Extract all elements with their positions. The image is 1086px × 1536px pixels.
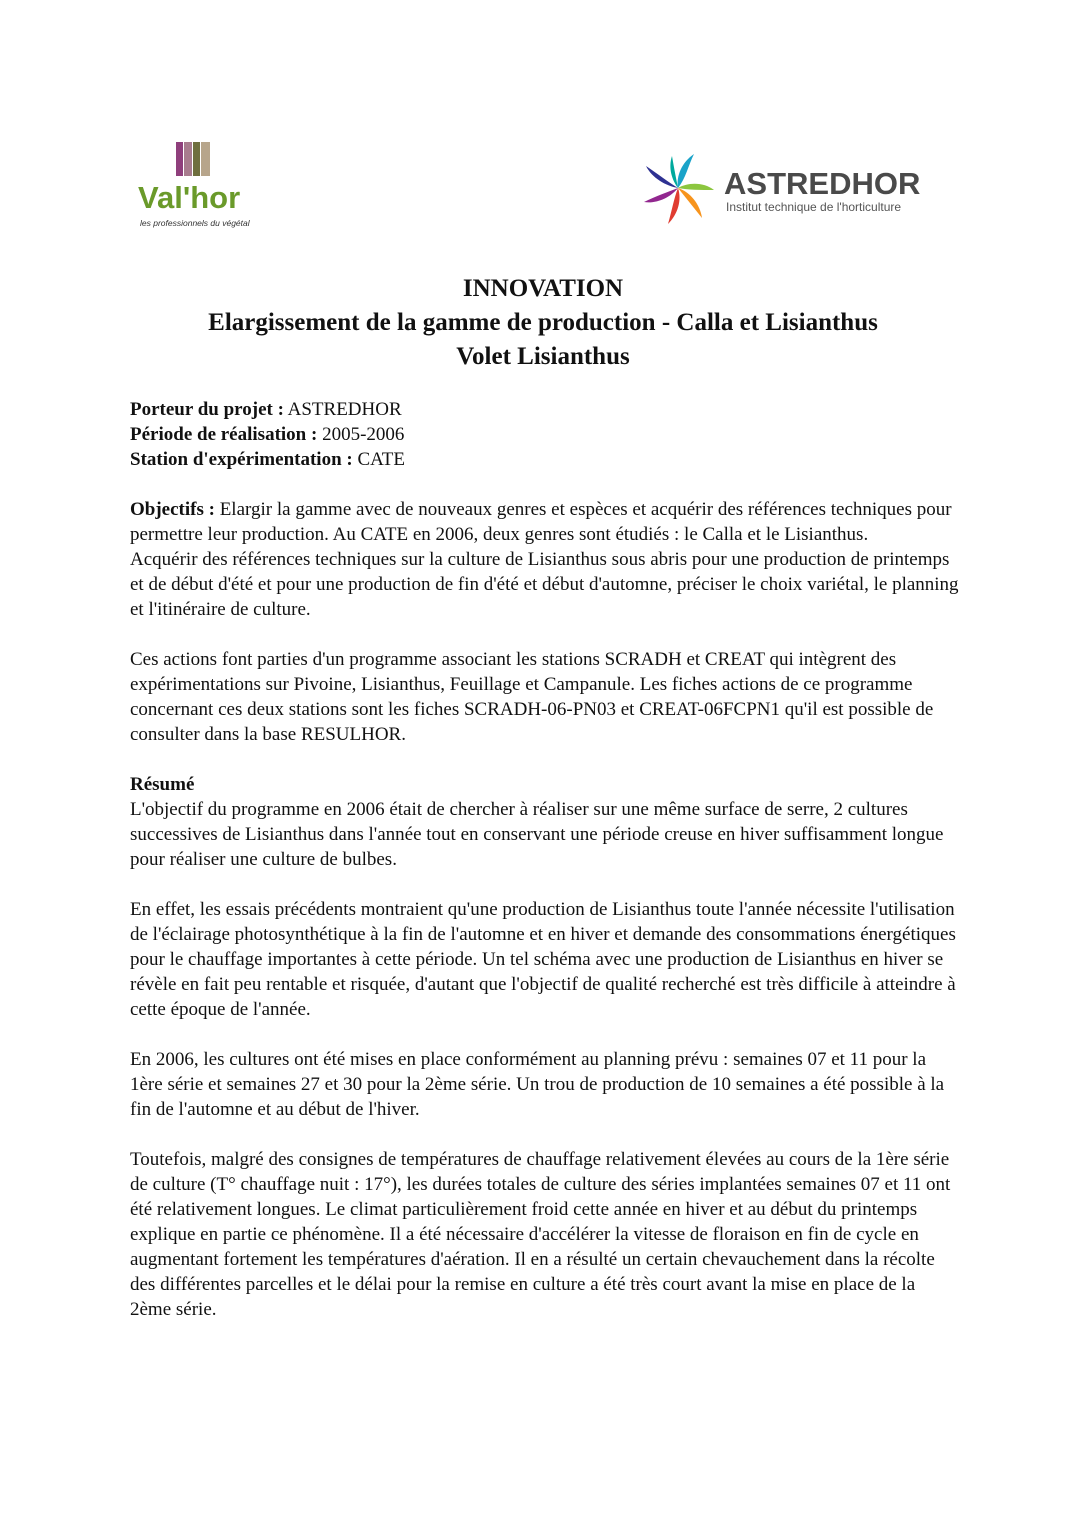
astredhor-logo-name: ASTREDHOR	[724, 166, 921, 201]
meta-station-label: Station d'expérimentation :	[130, 449, 353, 470]
meta-porteur-label: Porteur du projet :	[130, 399, 284, 420]
meta-station	[130, 447, 960, 472]
resume-heading: Résumé	[130, 774, 195, 795]
document-titles	[0, 272, 1086, 374]
project-meta	[130, 397, 960, 472]
meta-station-value: CATE	[357, 449, 405, 470]
document-body	[130, 397, 960, 1347]
resume-paragraph-3: En 2006, les cultures ont été mises en place conformément au planning prévu : semaines 07 et 11 pour la 1ère série et semaines 27 et 30 pour la 2ème série. Un trou de production de 10 semaines a été possible à la fin de l'automne et au début de l'hiver.	[130, 1049, 945, 1120]
meta-porteur-value: ASTREDHOR	[287, 399, 402, 420]
meta-periode	[130, 422, 960, 447]
title-innovation: INNOVATION	[462, 275, 624, 302]
valhor-logo-tagline: les professionnels du végétal	[140, 218, 250, 228]
title-volet: Volet Lisianthus	[456, 343, 630, 370]
objectifs-text-2: Acquérir des références techniques sur la culture de Lisianthus sous abris pour une production de printemps et de début d'été et pour une production de fin d'été et début d'automne, préciser le choix variétal, le planning et l'itinéraire de culture.	[130, 549, 959, 620]
resume-paragraph-1	[130, 772, 960, 872]
astredhor-logo-tagline: Institut technique de l'horticulture	[726, 200, 902, 214]
meta-periode-value: 2005-2006	[322, 424, 405, 445]
objectifs-text-1: Elargir la gamme avec de nouveaux genres et espèces et acquérir des références techniques pour permettre leur production. Au CATE en 2006, deux genres sont étudiés : le Calla et le Lisianthus.	[130, 499, 952, 545]
resume-paragraph-2: En effet, les essais précédents montraient qu'une production de Lisianthus toute l'année nécessite l'utilisation de l'éclairage photosynthétique à la fin de l'automne et en hiver et demande des consommations énergétiques pour le chauffage importantes à cette période. Un tel schéma avec une production de Lisianthus en hiver se révèle en fait peu rentable et risquée, d'autant que l'objectif de qualité recherché est très difficile à atteindre à cette époque de l'année.	[130, 899, 956, 1020]
valhor-logo-graphic	[136, 140, 254, 232]
title-main: Elargissement de la gamme de production - Calla et Lisianthus	[208, 309, 878, 336]
meta-periode-label: Période de réalisation :	[130, 424, 318, 445]
astredhor-logo-graphic	[640, 148, 940, 228]
objectifs-label: Objectifs :	[130, 499, 215, 520]
valhor-logo-name: Val'hor	[138, 180, 241, 215]
meta-porteur	[130, 397, 960, 422]
astredhor-flower-icon	[644, 154, 714, 224]
astredhor-logo	[640, 148, 940, 228]
resume-text-1: L'objectif du programme en 2006 était de chercher à réaliser sur une même surface de serre, 2 cultures successives de Lisianthus dans l'année tout en conservant une période creuse en hiver suffisamment longue pour réaliser une culture de bulbes.	[130, 799, 944, 870]
objectifs-paragraph	[130, 497, 960, 622]
valhor-logo	[136, 140, 254, 232]
actions-paragraph: Ces actions font parties d'un programme associant les stations SCRADH et CREAT qui intègrent des expérimentations sur Pivoine, Lisianthus, Feuillage et Campanule. Les fiches actions de ce programme concernant ces deux stations sont les fiches SCRADH-06-PN03 et CREAT-06FCPN1 qu'il est possible de consulter dans la base RESULHOR.	[130, 649, 934, 745]
resume-paragraph-4: Toutefois, malgré des consignes de températures de chauffage relativement élevées au cours de la 1ère série de culture (T° chauffage nuit : 17°), les durées totales de culture des séries implantées semaines 07 et 11 ont été relativement longues. Le climat particulièrement froid cette année en hiver et au début du printemps explique en partie ce phénomène. Il a été nécessaire d'accélérer la vitesse de floraison en fin de cycle en augmentant fortement les températures d'aération. Il en a résulté un certain chevauchement dans la récolte des différentes parcelles et le délai pour la remise en culture a été très court avant la mise en place de la 2ème série.	[130, 1149, 951, 1320]
